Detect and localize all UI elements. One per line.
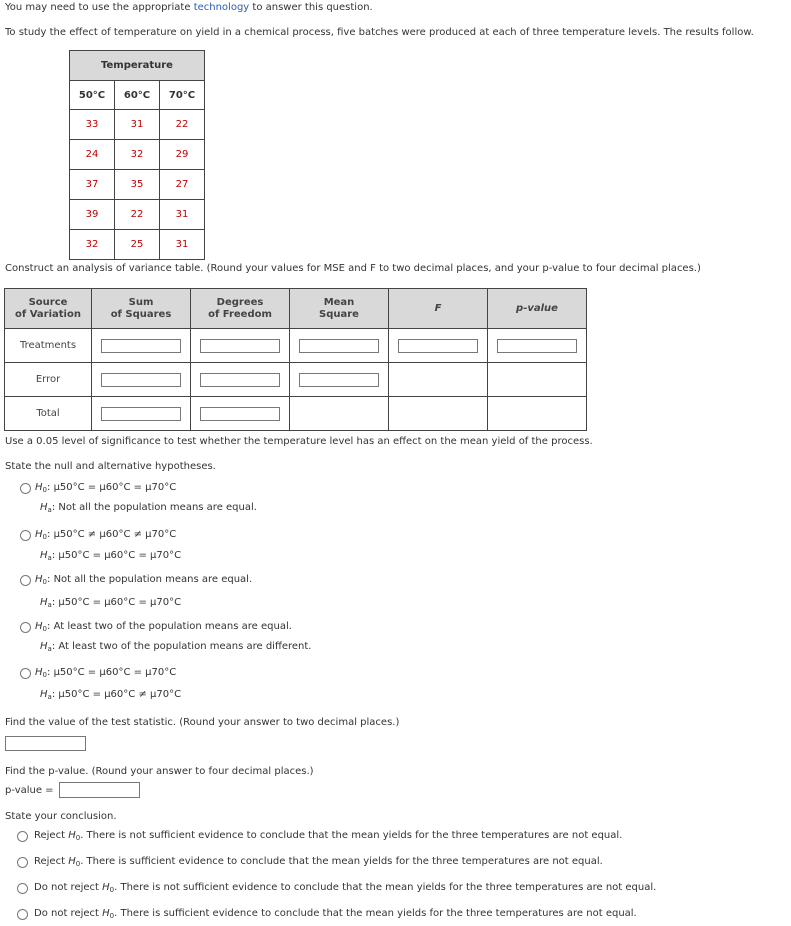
error-ms-input[interactable] — [299, 373, 379, 387]
yield-cell: 32 — [70, 230, 115, 260]
conclusion-option-1-text: Reject $H_0$. There is not sufficient evidence to conclude that the mean yields for the three temperatures are not equal. — [34, 830, 623, 842]
f-header: F — [389, 289, 488, 329]
intro-text-post: to answer this question. — [249, 2, 373, 13]
table-row — [70, 110, 205, 140]
yield-cell: 32 — [115, 140, 160, 170]
anova-instruction: Construct an analysis of variance table. (Round your values for MSE and F to two decimal places, and your p-value to four decimal places.) — [5, 263, 701, 274]
hypothesis-option-5-h0: $H_0$: μ50°C = μ60°C = μ70°C — [35, 667, 177, 679]
yield-cell: 31 — [115, 110, 160, 140]
yield-cell: 22 — [115, 200, 160, 230]
yield-cell: 33 — [70, 110, 115, 140]
error-df-input[interactable] — [200, 373, 280, 387]
table-row — [70, 170, 205, 200]
yield-cell: 37 — [70, 170, 115, 200]
hypothesis-option-2-radio[interactable] — [20, 530, 31, 541]
test-statistic-input[interactable] — [5, 736, 86, 751]
yield-cell: 35 — [115, 170, 160, 200]
intro-line-1 — [5, 2, 373, 13]
yield-cell: 31 — [160, 230, 205, 260]
intro-text-pre: You may need to use the appropriate — [5, 2, 194, 13]
column-header-50c: 50°C — [70, 81, 115, 110]
source-header: Source of Variation — [5, 289, 92, 329]
temperature-data-table — [69, 50, 205, 260]
p-value-input[interactable] — [59, 782, 140, 798]
table-row — [5, 363, 587, 397]
yield-cell: 24 — [70, 140, 115, 170]
p-value-label: p-value = — [5, 785, 54, 796]
table-row — [70, 140, 205, 170]
empty-cell — [290, 397, 389, 431]
problem-statement: To study the effect of temperature on yield in a chemical process, five batches were produced at each of three temperature levels. The results follow. — [5, 27, 754, 38]
hypothesis-option-1-radio[interactable] — [20, 483, 31, 494]
treatments-ms-input[interactable] — [299, 339, 379, 353]
total-df-input[interactable] — [200, 407, 280, 421]
test-statistic-prompt: Find the value of the test statistic. (Round your answer to two decimal places.) — [5, 717, 400, 728]
table-row — [70, 200, 205, 230]
yield-cell: 31 — [160, 200, 205, 230]
hypothesis-option-2-h0: $H_0$: μ50°C ≠ μ60°C ≠ μ70°C — [35, 529, 177, 541]
conclusion-option-4-text: Do not reject $H_0$. There is sufficient evidence to conclude that the mean yields for the three temperatures are not equal. — [34, 908, 637, 920]
empty-cell — [389, 397, 488, 431]
total-ss-input[interactable] — [101, 407, 181, 421]
hypothesis-option-5-radio[interactable] — [20, 668, 31, 679]
hypothesis-option-4-h0: $H_0$: At least two of the population means are equal. — [35, 621, 292, 633]
hypothesis-option-4-ha: $H_a$: At least two of the population means are different. — [40, 641, 312, 653]
significance-text: Use a 0.05 level of significance to test whether the temperature level has an effect on the mean yield of the process. — [5, 436, 593, 447]
table-row — [5, 397, 587, 431]
hypotheses-prompt: State the null and alternative hypotheses. — [5, 461, 216, 472]
column-header-60c: 60°C — [115, 81, 160, 110]
table-row — [5, 329, 587, 363]
treatments-p-value-input[interactable] — [497, 339, 577, 353]
conclusion-option-2-radio[interactable] — [17, 857, 28, 868]
row-label-treatments: Treatments — [5, 329, 92, 363]
conclusion-option-4-radio[interactable] — [17, 909, 28, 920]
row-label-total: Total — [5, 397, 92, 431]
hypothesis-option-4-radio[interactable] — [20, 622, 31, 633]
error-ss-input[interactable] — [101, 373, 181, 387]
hypothesis-option-3-h0: $H_0$: Not all the population means are equal. — [35, 574, 253, 586]
table-row — [70, 230, 205, 260]
yield-cell: 29 — [160, 140, 205, 170]
yield-cell: 39 — [70, 200, 115, 230]
hypothesis-option-3-ha: $H_a$: μ50°C = μ60°C = μ70°C — [40, 597, 182, 609]
hypothesis-option-3-radio[interactable] — [20, 575, 31, 586]
sum-of-squares-header: Sum of Squares — [92, 289, 191, 329]
yield-cell: 27 — [160, 170, 205, 200]
treatments-f-input[interactable] — [398, 339, 478, 353]
mean-square-header: Mean Square — [290, 289, 389, 329]
empty-cell — [488, 397, 587, 431]
treatments-df-input[interactable] — [200, 339, 280, 353]
treatments-ss-input[interactable] — [101, 339, 181, 353]
degrees-of-freedom-header: Degrees of Freedom — [191, 289, 290, 329]
conclusion-option-2-text: Reject $H_0$. There is sufficient evidence to conclude that the mean yields for the three temperatures are not equal. — [34, 856, 603, 868]
empty-cell — [389, 363, 488, 397]
row-label-error: Error — [5, 363, 92, 397]
yield-cell: 22 — [160, 110, 205, 140]
yield-cell: 25 — [115, 230, 160, 260]
hypothesis-option-1-ha: $H_a$: Not all the population means are equal. — [40, 502, 257, 514]
hypothesis-option-5-ha: $H_a$: μ50°C = μ60°C ≠ μ70°C — [40, 689, 182, 701]
p-value-header: p-value — [488, 289, 587, 329]
conclusion-prompt: State your conclusion. — [5, 811, 117, 822]
p-value-prompt: Find the p-value. (Round your answer to four decimal places.) — [5, 766, 314, 777]
conclusion-option-3-text: Do not reject $H_0$. There is not sufficient evidence to conclude that the mean yields for the three temperatures are not equal. — [34, 882, 657, 894]
anova-table — [4, 288, 587, 431]
empty-cell — [488, 363, 587, 397]
temperature-header: Temperature — [70, 51, 205, 81]
conclusion-option-1-radio[interactable] — [17, 831, 28, 842]
hypothesis-option-2-ha: $H_a$: μ50°C = μ60°C = μ70°C — [40, 550, 182, 562]
technology-link[interactable]: technology — [193, 2, 250, 13]
conclusion-option-3-radio[interactable] — [17, 883, 28, 894]
hypothesis-option-1-h0: $H_0$: μ50°C = μ60°C = μ70°C — [35, 482, 177, 494]
column-header-70c: 70°C — [160, 81, 205, 110]
